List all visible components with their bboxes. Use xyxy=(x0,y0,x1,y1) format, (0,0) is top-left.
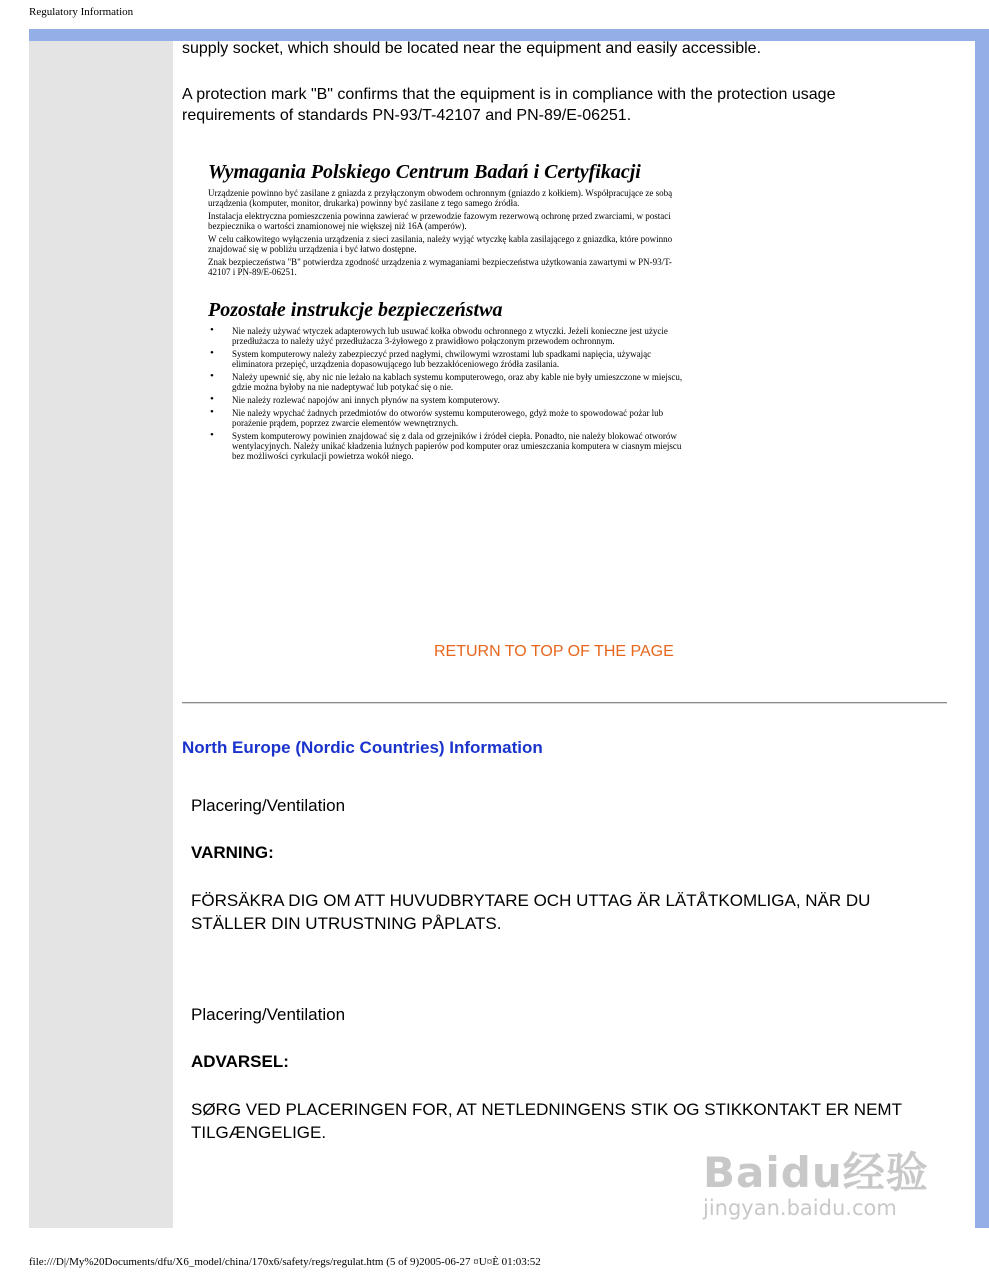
right-border-strip xyxy=(971,41,975,1228)
polish-paragraph: Znak bezpieczeństwa "B" potwierdza zgodność urządzenia z wymaganiami bezpieczeństwa użytkowania zawartymi w PN-93/T-42107 i PN-89/E-06251. xyxy=(208,257,672,277)
nordic-section-title: North Europe (Nordic Countries) Information xyxy=(182,738,543,757)
protection-mark-paragraph: A protection mark "B" confirms that the equipment is in compliance with the protection usage requirements of standards PN-93/T-42107 and PN-89/E-06251. xyxy=(182,86,836,124)
watermark-logo-text: Baidu经验 xyxy=(703,1148,929,1197)
return-to-top-link[interactable]: RETURN TO TOP OF THE PAGE xyxy=(434,643,674,660)
print-footer: file:///D|/My%20Documents/dfu/X6_model/china/170x6/safety/regs/regulat.htm (5 of 9)2005-06-27 ¤U¤È 01:03:52 xyxy=(29,1256,541,1268)
polish-bullet: • Należy upewnić się, aby nic nie leżało na kablach systemu komputerowego, oraz aby kable nie były umieszczone w miejscu, gdzie można byłoby na nie nadeptywać lub potykać się o nie. xyxy=(208,372,692,392)
polish-heading-2: Pozostałe instrukcje bezpieczeństwa xyxy=(208,299,503,321)
polish-paragraph: Instalacja elektryczna pomieszczenia powinna zawierać w przewodzie fazowym rezerwową ochronę przed zwarciami, w postaci bezpiecznika o wartości znamionowej nie większej niż 16A (amperów). xyxy=(208,211,671,231)
polish-requirements-image xyxy=(200,161,690,601)
se-warning-label: VARNING: xyxy=(191,843,274,862)
polish-paragraph: W celu całkowitego wyłączenia urządzenia z sieci zasilania, należy wyjąć wtyczkę kabla zasilającego z gniazdka, które powinno znajdować się w pobliżu urządzenia i być łatwo dostępne. xyxy=(208,234,673,254)
polish-bullet: • Nie należy używać wtyczek adapterowych lub usuwać kołka obwodu ochronnego z wtyczki. Jeżeli konieczne jest użycie przedłużacza to należy użyć przedłużacza 3-żyłowego z prawidłowo połączonym przewodem ochronnym. xyxy=(208,326,692,346)
print-header: Regulatory Information xyxy=(29,6,134,18)
left-sidebar xyxy=(29,41,173,1228)
page-frame xyxy=(29,29,989,1228)
polish-heading-1: Wymagania Polskiego Centrum Badań i Certyfikacji xyxy=(208,161,641,183)
watermark-url: jingyan.baidu.com xyxy=(703,1196,897,1220)
se-placement-heading: Placering/Ventilation xyxy=(191,796,346,815)
polish-bullet: • Nie należy rozlewać napojów ani innych płynów na system komputerowy. xyxy=(208,395,692,405)
main-content xyxy=(173,41,971,1228)
dk-warning-text: SØRG VED PLACERINGEN FOR, AT NETLEDNINGENS STIK OG STIKKONTAKT ER NEMT TILGÆNGELIGE. xyxy=(191,1100,902,1142)
baidu-watermark xyxy=(703,1140,933,1240)
se-warning-text: FÖRSÄKRA DIG OM ATT HUVUDBRYTARE OCH UTTAG ÄR LÄTÅTKOMLIGA, NÄR DU STÄLLER DIN UTRUSTNING PÅPLATS. xyxy=(191,891,871,933)
polish-paragraph: Urządzenie powinno być zasilane z gniazda z przyłączonym obwodem ochronnym (gniazdo z kołkiem). Współpracujące ze sobą urządzenia (komputer, monitor, drukarka) powinny być zasilane z tego samego źródła. xyxy=(208,188,673,208)
horizontal-divider xyxy=(182,702,947,704)
socket-paragraph: supply socket, which should be located near the equipment and easily accessible. xyxy=(182,40,762,57)
dk-placement-heading: Placering/Ventilation xyxy=(191,1005,346,1024)
polish-bullet-list xyxy=(200,326,690,461)
polish-bullet: • System komputerowy powinien znajdować się z dala od grzejników i źródeł ciepła. Ponadto, nie należy blokować otworów wentylacyjnych. Należy unikać kładzenia luźnych papierów pod komputer oraz umieszczania komputera w ciasnym miejscu bez możliwości cyrkulacji powietrza wokół niego. xyxy=(208,431,692,461)
dk-warning-label: ADVARSEL: xyxy=(191,1052,289,1071)
polish-bullet: • System komputerowy należy zabezpieczyć przed nagłymi, chwilowymi wzrostami lub spadkami napięcia, używając eliminatora przepięć, urządzenia dopasowującego lub bezzakłóceniowego źródła zasilania. xyxy=(208,349,692,369)
polish-bullet: • Nie należy wpychać żadnych przedmiotów do otworów systemu komputerowego, gdyż może to spowodować pożar lub porażenie prądem, poprzez zwarcie elementów wewnętrznych. xyxy=(208,408,692,428)
